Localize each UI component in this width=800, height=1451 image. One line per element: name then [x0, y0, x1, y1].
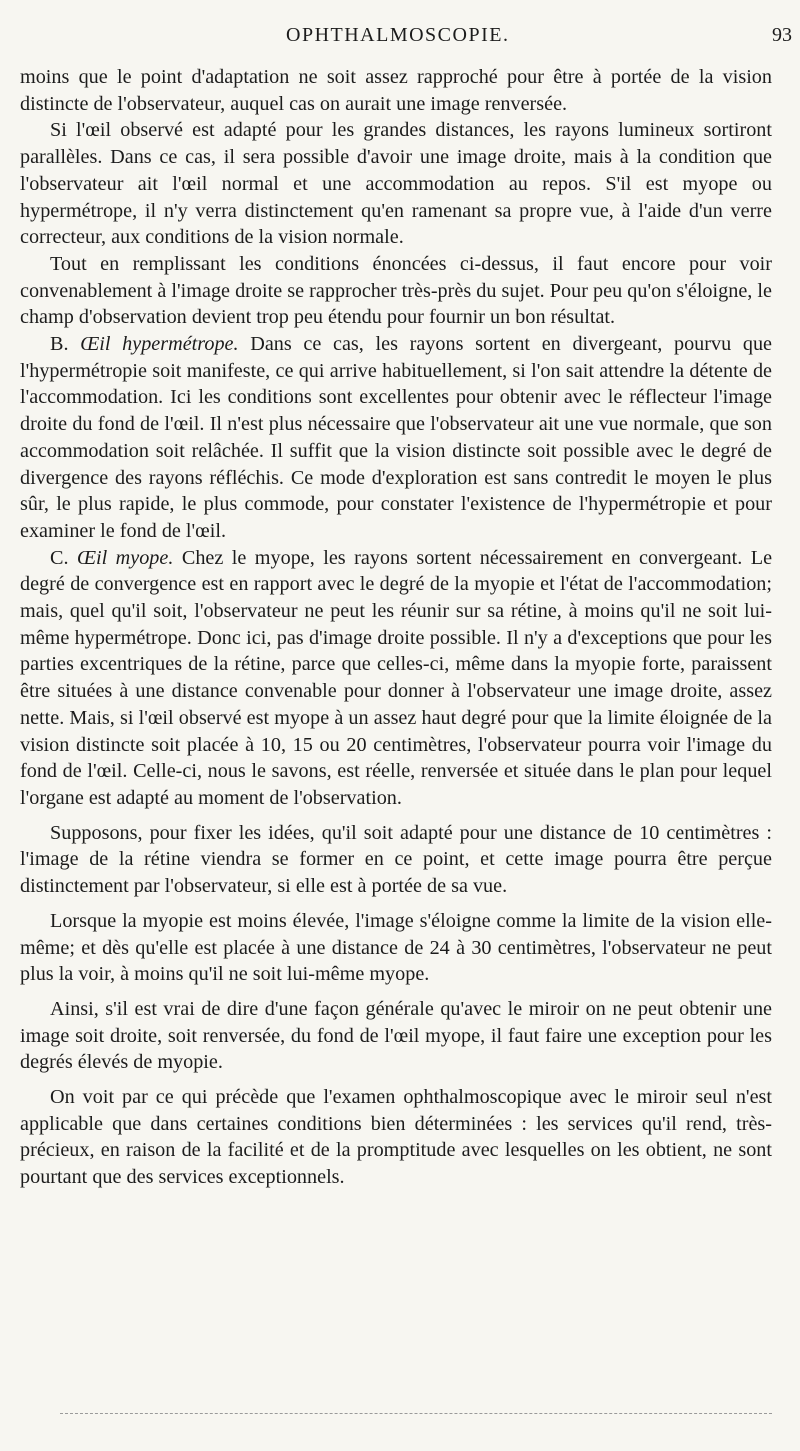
paragraph-myopic-eye [20, 545, 772, 812]
section-text-hypermetropic: Dans ce cas, les rayons sortent en divergeant, pourvu que l'hypermétropie soit manifeste, ce qui arrive habituellement, si l'on sait attendre la détente de l'accommodation. Ici les conditions sont excellentes pour obtenir avec le réflecteur l'image droite du fond de l'œil. Il n'est plus nécessaire que l'observateur ait une vue normale, que son accommodation soit relâchée. Il suffit que la vision distincte soit possible avec le degré de divergence des rayons réfléchis. Ce mode d'exploration est sans contredit le moyen le plus sûr, le plus rapide, le plus commode, pour constater l'existence de l'hypermétropie et pour examiner le fond de l'œil. [20, 333, 773, 542]
section-title-myopic: Œil myope. [76, 546, 174, 569]
section-label-b: B. [50, 333, 69, 356]
paragraph-emmetropic-eye: Si l'œil observé est adapté pour les grandes distances, les rayons lumineux sortiront parallèles. Dans ce cas, il sera possible d'avoir une image droite, mais à la condition que l'observateur ait l'œil normal et une accommodation au repos. S'il est myope ou hypermétrope, il n'y verra distinctement qu'en ramenant sa propre vue, à l'aide d'un verre correcteur, aux conditions de la vision normale. [20, 119, 772, 249]
paragraph-supposition: Supposons, pour fixer les idées, qu'il soit adapté pour une distance de 10 centimètres : l'image de la rétine viendra se former en ce point, et cette image pourra être perçue distinctement par l'observateur, si elle est à portée de sa vue. [20, 821, 772, 898]
paragraph-low-myopia: Lorsque la myopie est moins élevée, l'image s'éloigne comme la limite de la vision elle-même; et dès qu'elle est placée à une distance de 24 à 30 centimètres, l'observateur ne peut plus la voir, à moins qu'il ne soit lui-même myope. [20, 909, 772, 986]
paragraph-conclusion: On voit par ce qui précède que l'examen ophthalmoscopique avec le miroir seul n'est applicable que dans certaines conditions bien déterminées : les services qu'il rend, très-précieux, en raison de la facilité et de la promptitude avec lesquelles on les obtient, ne sont pourtant que des services exceptionnels. [20, 1086, 772, 1189]
running-head [58, 24, 800, 54]
paragraph-general-rule: Ainsi, s'il est vrai de dire d'une façon générale qu'avec le miroir on ne peut obtenir une image soit droite, soit renversée, du fond de l'œil myope, il faut faire une exception pour les degrés élevés de myopie. [20, 997, 772, 1074]
running-title: OPHTHALMOSCOPIE. [286, 24, 510, 46]
section-title-hypermetropic: Œil hypermétrope. [80, 333, 239, 356]
section-label-c: C. [50, 546, 69, 569]
paragraph-continuation: moins que le point d'adaptation ne soit assez rapproché pour être à portée de la vision distincte de l'observateur, auquel cas on aurait une image renversée. [20, 66, 772, 115]
footer-rule [60, 1413, 772, 1414]
section-text-myopic: Chez le myope, les rayons sortent nécessairement en convergeant. Le degré de convergence est en rapport avec le degré de la myopie et l'état de l'accommodation; mais, quel qu'il soit, l'observateur ne peut les réunir sur sa rétine, à moins qu'il ne soit lui-même hypermétrope. Donc ici, pas d'image droite possible. Il n'y a d'exceptions que pour les parties excentriques de la rétine, parce que celles-ci, même dans la myopie forte, paraissent être situées à une distance convenable pour donner à l'observateur une image droite, assez nette. Mais, si l'œil observé est myope à un assez haut degré pour que la limite éloignée de la vision distincte soit placée à 10, 15 ou 20 centimètres, l'observateur pourra voir l'image du fond de l'œil. Celle-ci, nous le savons, est réelle, renversée et située dans le plan pour lequel l'organe est adapté au moment de l'observation. [20, 546, 773, 809]
paragraph-hypermetropic-eye [20, 331, 772, 545]
page-number: 93 [772, 24, 792, 46]
body-text [20, 64, 772, 1191]
paragraph-distance-note: Tout en remplissant les conditions énoncées ci-dessus, il faut encore pour voir convenablement à l'image droite se rapprocher très-près du sujet. Pour peu qu'on s'éloigne, le champ d'observation devient trop peu étendu pour fournir un bon résultat. [20, 252, 772, 329]
